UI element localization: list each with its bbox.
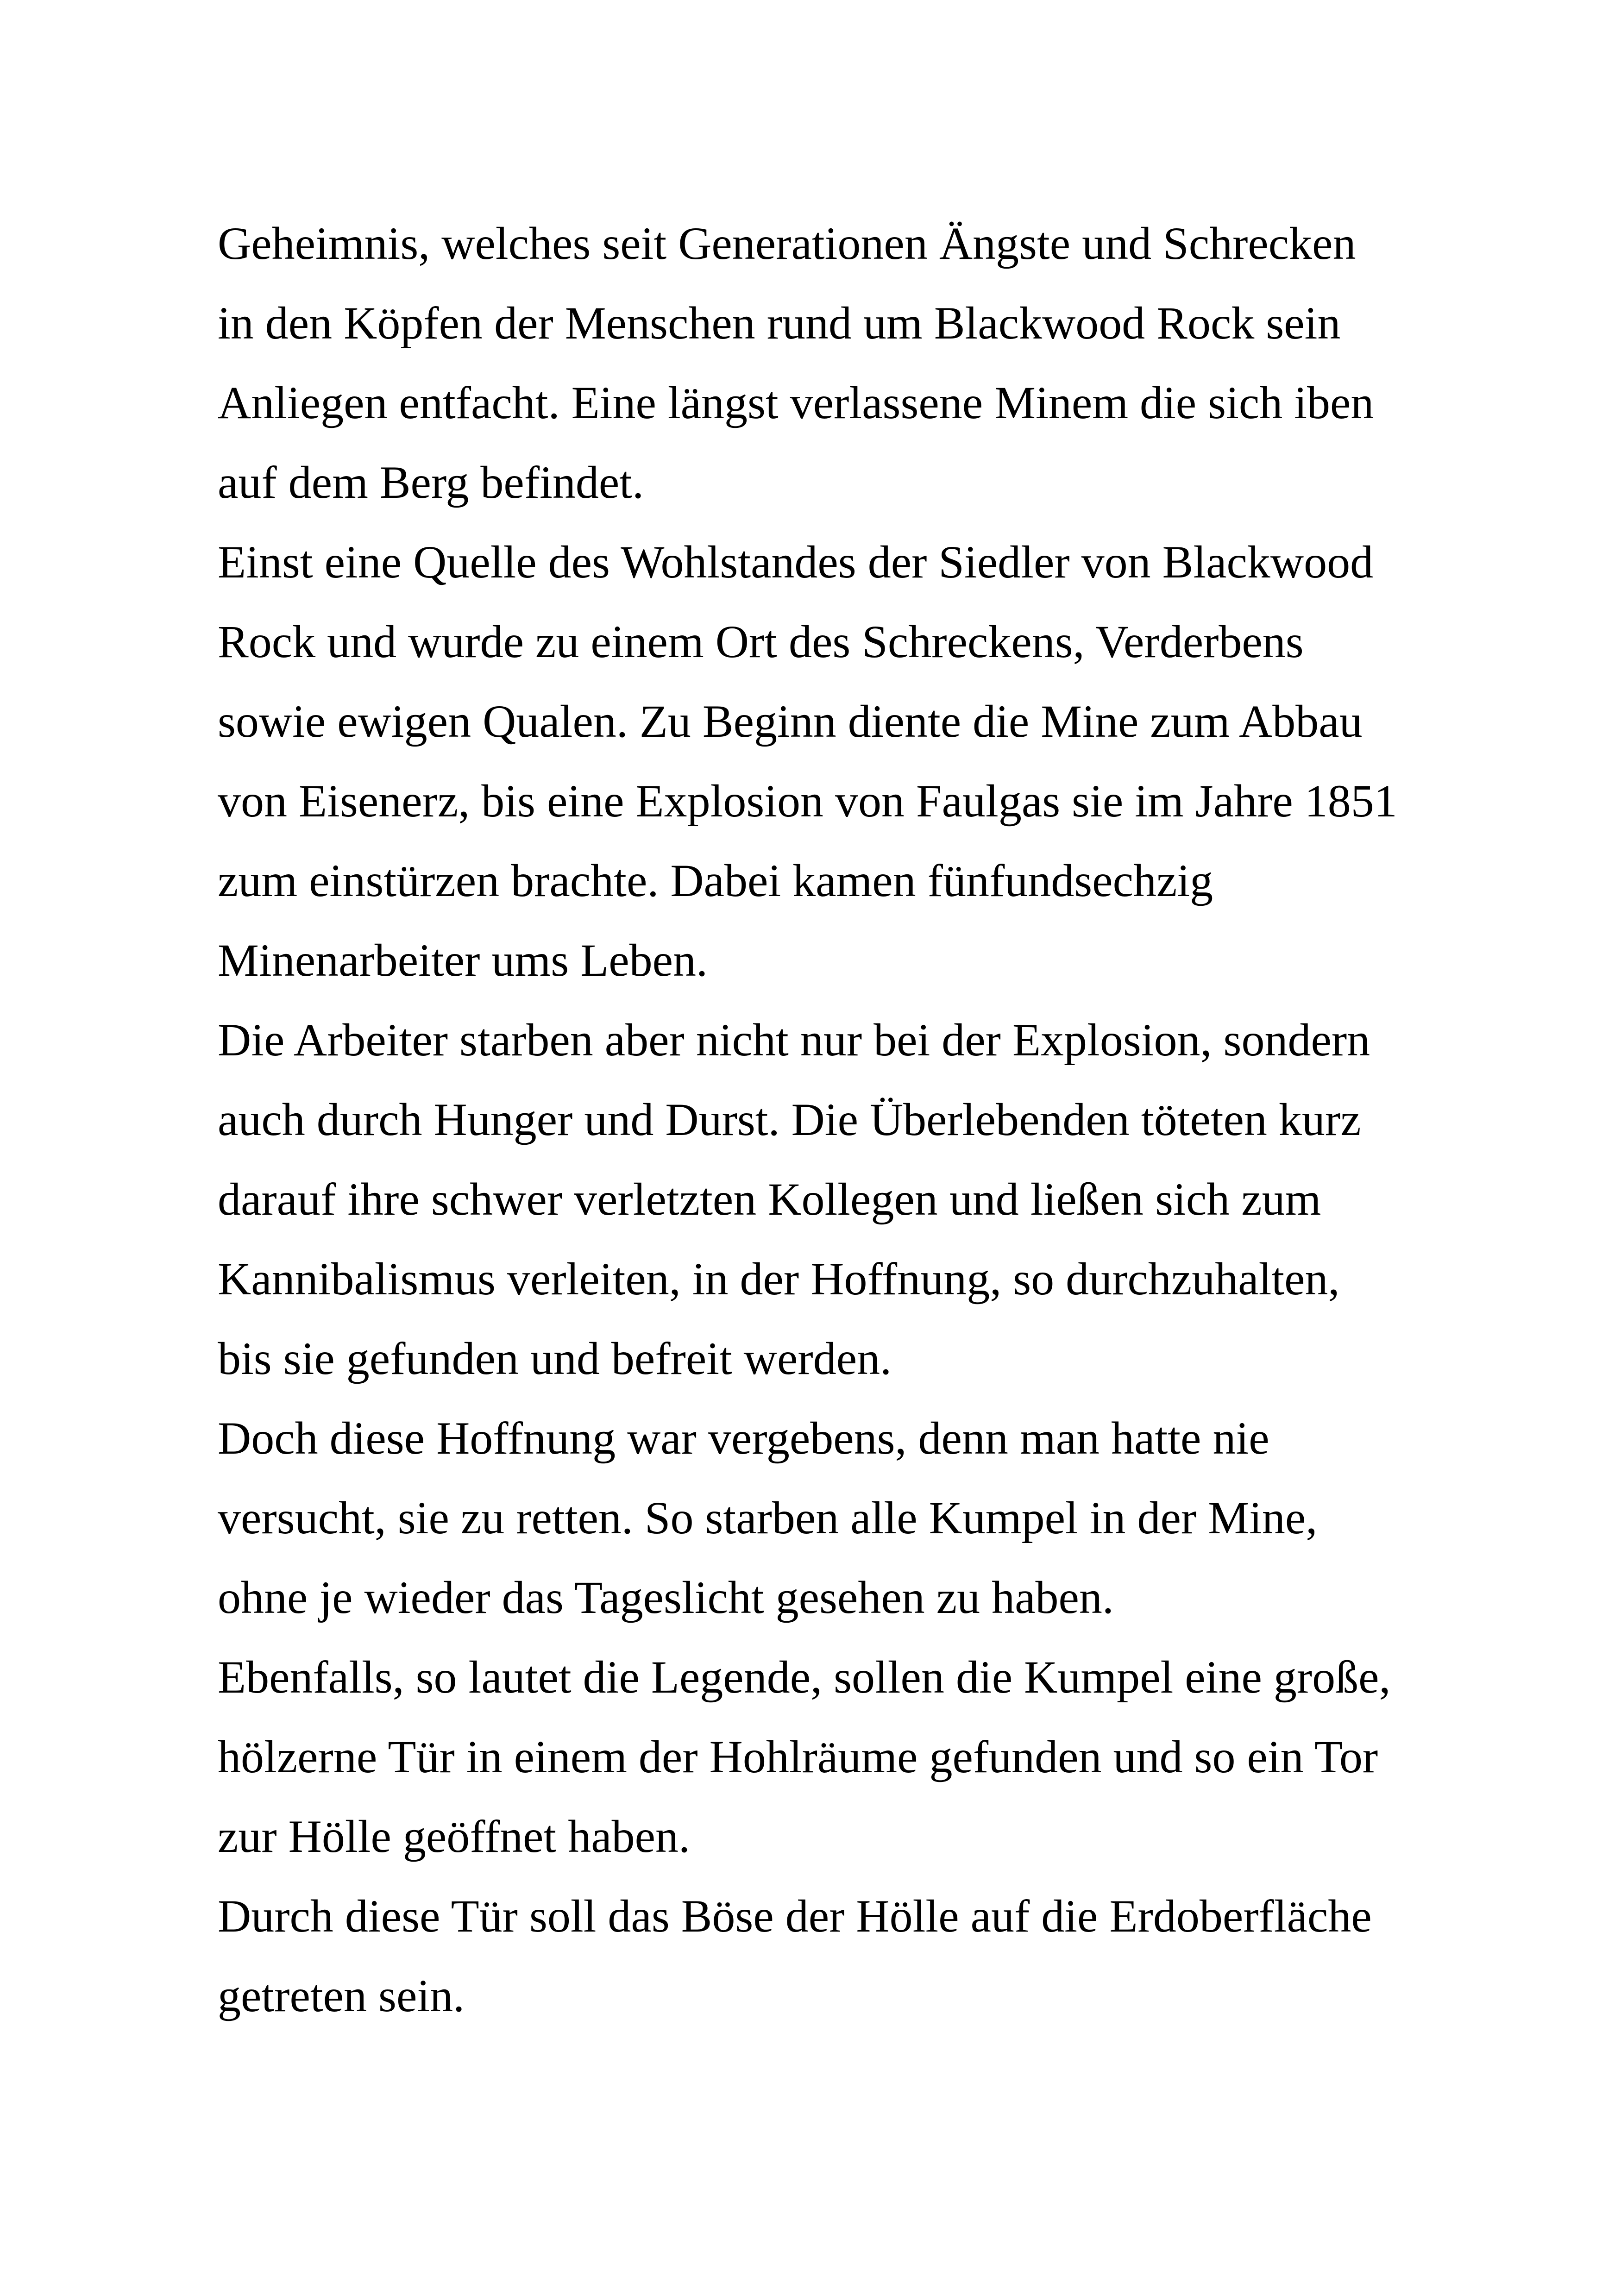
text-line: getreten sein. bbox=[218, 1970, 465, 2021]
text-line: Rock und wurde zu einem Ort des Schreckens, Verderbens bbox=[218, 616, 1304, 667]
text-line: Durch diese Tür soll das Böse der Hölle auf die Erdoberfläche bbox=[218, 1890, 1372, 1942]
text-line: Die Arbeiter starben aber nicht nur bei der Explosion, sondern bbox=[218, 1014, 1370, 1066]
text-line: zum einstürzen brachte. Dabei kamen fünfundsechzig bbox=[218, 855, 1213, 906]
text-line: auch durch Hunger und Durst. Die Überlebenden töteten kurz bbox=[218, 1094, 1361, 1145]
text-line: versucht, sie zu retten. So starben alle Kumpel in der Mine, bbox=[218, 1492, 1318, 1543]
text-line: Doch diese Hoffnung war vergebens, denn man hatte nie bbox=[218, 1412, 1269, 1464]
text-line: Kannibalismus verleiten, in der Hoffnung, so durchzuhalten, bbox=[218, 1253, 1340, 1305]
text-line: ohne je wieder das Tageslicht gesehen zu haben. bbox=[218, 1572, 1114, 1623]
text-line: auf dem Berg befindet. bbox=[218, 457, 644, 508]
text-line: Geheimnis, welches seit Generationen Ängste und Schrecken bbox=[218, 218, 1356, 269]
text-line: von Eisenerz, bis eine Explosion von Faulgas sie im Jahre 1851 bbox=[218, 775, 1397, 827]
text-line: zur Hölle geöffnet haben. bbox=[218, 1811, 690, 1862]
text-line: darauf ihre schwer verletzten Kollegen und ließen sich zum bbox=[218, 1173, 1321, 1225]
text-line: Minenarbeiter ums Leben. bbox=[218, 935, 708, 986]
text-line: bis sie gefunden und befreit werden. bbox=[218, 1333, 892, 1384]
text-line: in den Köpfen der Menschen rund um Blackwood Rock sein bbox=[218, 297, 1341, 349]
text-line: hölzerne Tür in einem der Hohlräume gefunden und so ein Tor bbox=[218, 1731, 1378, 1782]
body-text bbox=[218, 204, 1459, 2036]
text-line: Einst eine Quelle des Wohlstandes der Siedler von Blackwood bbox=[218, 536, 1374, 588]
text-line: Ebenfalls, so lautet die Legende, sollen die Kumpel eine große, bbox=[218, 1651, 1391, 1703]
text-line: Anliegen entfacht. Eine längst verlassene Minem die sich iben bbox=[218, 377, 1374, 428]
text-line: sowie ewigen Qualen. Zu Beginn diente die Mine zum Abbau bbox=[218, 696, 1363, 747]
